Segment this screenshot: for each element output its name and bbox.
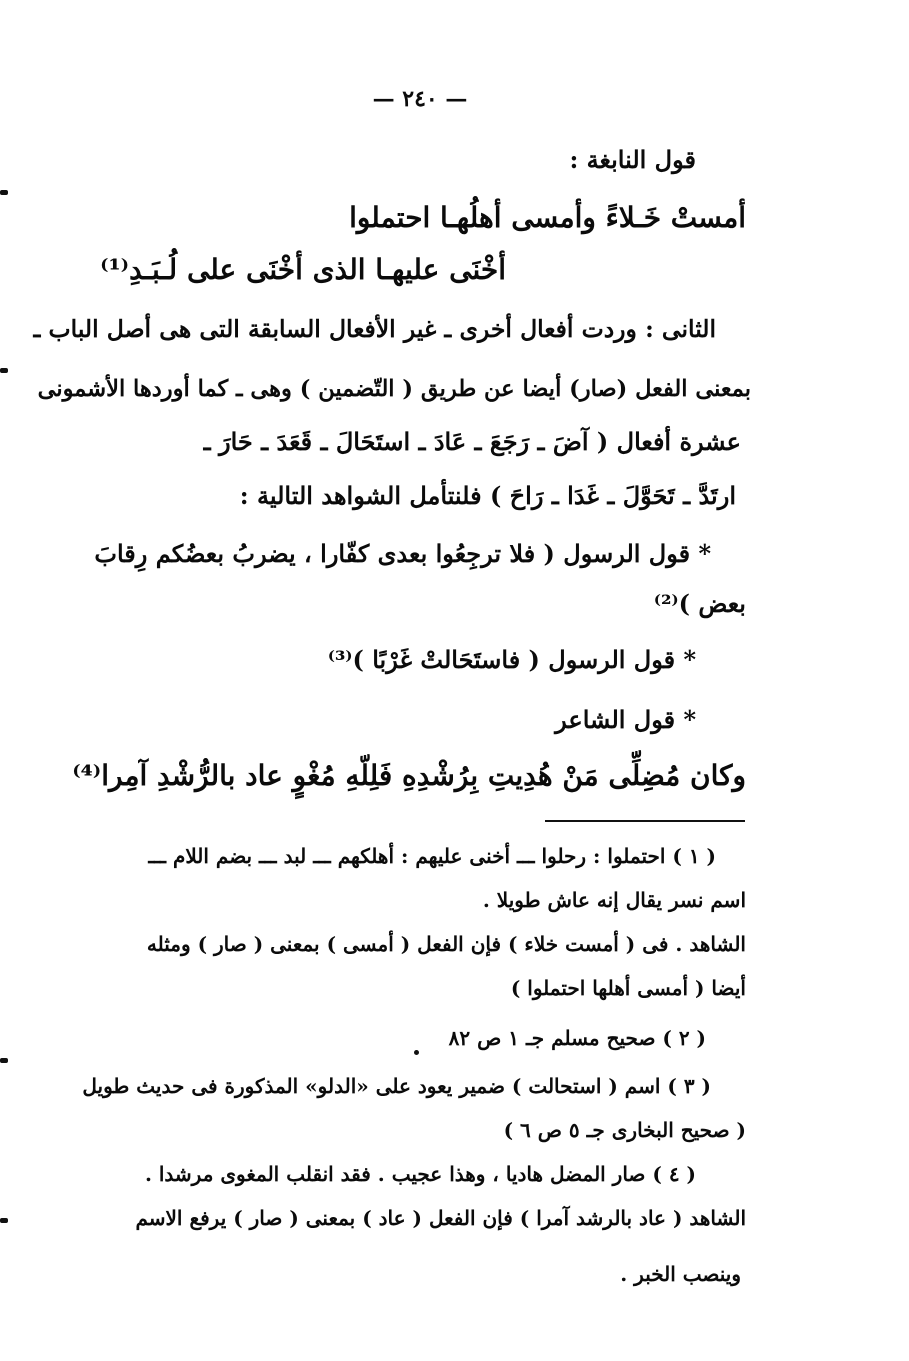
text-line: بمعنى الفعل (صار) أيضا عن طريق ( التّضمين ) وهى ـ كما أوردها الأشمونى (37, 376, 751, 402)
margin-mark (0, 1058, 8, 1063)
footnote-line: الشاهد ( عاد بالرشد آمرا ) فإن الفعل ( عاد ) بمعنى ( صار ) يرفع الاسم (135, 1206, 746, 1230)
verse-line: أخْنَى عليهـا الذى أخْنَى على لُـبَـدِ⁽¹⁾ (100, 253, 506, 286)
footnote-line: أيضا ( أمسى أهلها احتملوا ) (510, 976, 746, 1000)
ink-dot (414, 1050, 419, 1055)
text-line: ارتَدَّ ـ تَحَوَّلَ ـ غَدَا ـ رَاحَ ) فلنتأمل الشواهد التالية : (239, 481, 736, 510)
footnote-line: اسم نسر يقال إنه عاش طويلا . (482, 888, 746, 912)
text-line: * قول الرسول ( فاستَحَالتْ غَرْبًا )⁽³⁾ (327, 645, 696, 674)
verse-line: وكان مُضِلِّى مَنْ هُدِيتِ بِرُشْدِهِ فَلِلّهِ مُغْوٍ عاد بالرُّشْدِ آمِرا⁽⁴⁾ (72, 759, 746, 792)
text-line: * قول الشاعر (555, 705, 696, 734)
footnote-line: وينصب الخبر . (620, 1262, 741, 1286)
verse-line: أمستْ خَـلاءً وأمسى أهلُهـا احتملوا (349, 201, 746, 234)
footnote-line: ( ٤ ) صار المضل هاديا ، وهذا عجيب . فقد انقلب المغوى مرشدا . (144, 1162, 696, 1186)
footnote-line: ( صحيح البخارى جـ ٥ ص ٦ ) (503, 1118, 746, 1142)
page-number: — ٢٤٠ — (372, 86, 468, 112)
margin-mark (0, 1218, 8, 1223)
margin-mark (0, 368, 8, 373)
text-line: عشرة أفعال ( آضَ ـ رَجَعَ ـ عَادَ ـ استَحَالَ ـ قَعَدَ ـ حَارَ ـ (203, 427, 741, 456)
footnote-line: ( ٣ ) اسم ( استحالت ) ضمير يعود على «الدلو» المذكورة فى حديث طويل (82, 1074, 711, 1098)
footnote-separator (545, 820, 745, 822)
text-line: قول النابغة : (569, 145, 696, 174)
text-line: الثانى : وردت أفعال أخرى ـ غير الأفعال السابقة التى هى أصل الباب ـ (33, 315, 716, 343)
text-line: * قول الرسول ( فلا ترجِعُوا بعدى كفّارا ، يضربُ بعضُكم رِقابَ (94, 539, 711, 568)
footnote-line: ( ٢ ) صحيح مسلم جـ ١ ص ٨٢ (448, 1026, 706, 1050)
margin-mark (0, 190, 8, 195)
footnote-line: ( ١ ) احتملوا : رحلوا ـــ أخنى عليهم : أهلكهم ـــ لبد ـــ بضم اللام ـــ (148, 844, 716, 868)
footnote-line: الشاهد . فى ( أمست خلاء ) فإن الفعل ( أمسى ) بمعنى ( صار ) ومثله (146, 932, 746, 956)
text-line: بعض )⁽²⁾ (653, 589, 746, 618)
